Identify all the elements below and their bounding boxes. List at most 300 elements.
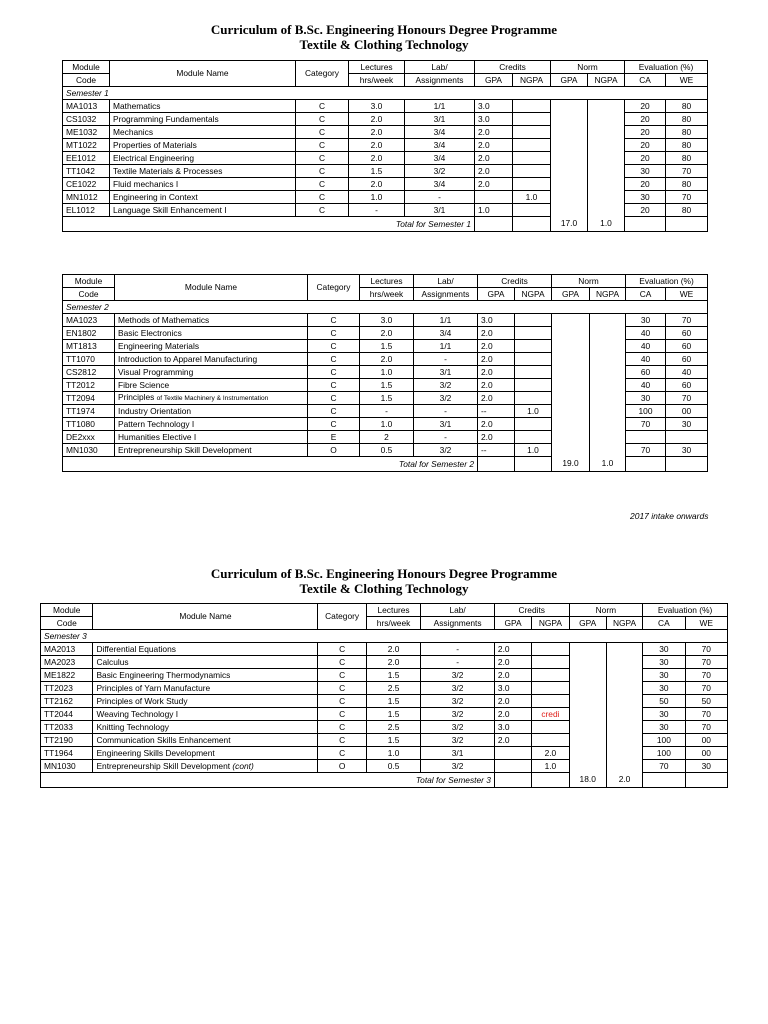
page-title-2 — [0, 566, 768, 596]
header-norm-gpa: GPA — [569, 617, 606, 630]
header-evaluation: Evaluation (%) — [643, 604, 728, 617]
evaluation-ca: 30 — [625, 191, 666, 204]
evaluation-ca: 20 — [625, 139, 666, 152]
category: C — [296, 139, 349, 152]
module-code: EN1802 — [63, 327, 115, 340]
credits-gpa — [475, 191, 513, 204]
credits-ngpa — [532, 656, 569, 669]
evaluation-we: 60 — [666, 340, 708, 353]
lab-assignments: - — [414, 431, 478, 444]
module-name-text: Electrical Engineering — [113, 152, 195, 163]
total-we — [666, 457, 708, 472]
lab-assignments: - — [414, 353, 478, 366]
credits-ngpa — [515, 379, 552, 392]
lectures: 0.5 — [366, 760, 420, 773]
category: C — [308, 353, 360, 366]
credits-gpa: 2.0 — [494, 656, 531, 669]
evaluation-we: 70 — [666, 392, 708, 405]
module-code: TT2023 — [41, 682, 93, 695]
module-name-text: Communication Skills Enhancement — [96, 734, 231, 745]
evaluation-ca: 100 — [626, 405, 666, 418]
total-norm-ngpa: 1.0 — [590, 457, 626, 472]
header-category: Category — [318, 604, 366, 630]
header-lectures: Lectures — [366, 604, 420, 617]
total-norm-ngpa: 1.0 — [588, 217, 625, 232]
header-category: Category — [296, 61, 349, 87]
evaluation-ca: 20 — [625, 178, 666, 191]
module-name-text: Mechanics — [113, 126, 154, 137]
module-name — [110, 139, 296, 152]
credits-gpa: -- — [478, 444, 515, 457]
module-name-text: Visual Programming — [118, 366, 194, 377]
header-code: Code — [41, 617, 93, 630]
module-name-suffix: (cont) — [232, 760, 254, 771]
module-name — [93, 643, 318, 656]
header-hrs-week: hrs/week — [366, 617, 420, 630]
credits-ngpa — [515, 392, 552, 405]
evaluation-we: 70 — [666, 165, 708, 178]
norm-ngpa-span — [588, 100, 625, 217]
header-ca: CA — [626, 288, 666, 301]
credits-gpa: 2.0 — [478, 340, 515, 353]
header-lab: Lab/ — [421, 604, 495, 617]
lectures: 1.0 — [360, 366, 414, 379]
header-category: Category — [308, 275, 360, 301]
credits-ngpa — [532, 734, 569, 747]
credits-ngpa: credi — [532, 708, 569, 721]
lectures: 1.5 — [366, 695, 420, 708]
module-name-suffix: of Textile Machinery & Instrumentation — [156, 395, 269, 402]
credits-gpa — [494, 747, 531, 760]
total-ca — [643, 773, 685, 788]
header-row — [63, 275, 708, 288]
evaluation-ca: 20 — [625, 113, 666, 126]
module-name-text: Entrepreneurship Skill Development — [118, 444, 252, 455]
norm-gpa-span — [551, 100, 588, 217]
evaluation-ca: 30 — [643, 656, 685, 669]
title-line-1: Curriculum of B.Sc. Engineering Honours Degree Programme — [210, 566, 558, 581]
lab-assignments: 3/1 — [421, 747, 495, 760]
total-ca — [626, 457, 666, 472]
credits-gpa: 3.0 — [475, 100, 513, 113]
total-credits-gpa — [478, 457, 515, 472]
module-code: MA1013 — [63, 100, 110, 113]
header-row — [63, 61, 708, 74]
lectures: 2 — [360, 431, 414, 444]
lab-assignments: 1/1 — [405, 100, 475, 113]
total-label: Total for Semester 2 — [63, 457, 478, 472]
lectures: 2.0 — [366, 643, 420, 656]
header-module: Module — [63, 275, 115, 288]
category: C — [308, 366, 360, 379]
evaluation-ca: 40 — [626, 353, 666, 366]
lab-assignments: 3/4 — [405, 152, 475, 165]
total-row — [63, 457, 708, 472]
credits-gpa: 2.0 — [475, 139, 513, 152]
header-code: Code — [63, 288, 115, 301]
module-name — [110, 165, 296, 178]
evaluation-ca: 30 — [643, 721, 685, 734]
evaluation-ca: 30 — [643, 682, 685, 695]
lectures: 2.0 — [360, 327, 414, 340]
category: C — [308, 418, 360, 431]
credits-ngpa — [513, 113, 551, 126]
total-norm-ngpa: 2.0 — [606, 773, 642, 788]
credits-ngpa: 2.0 — [532, 747, 569, 760]
module-name — [115, 366, 308, 379]
credits-ngpa — [532, 695, 569, 708]
evaluation-ca: 20 — [625, 100, 666, 113]
module-name-text: Fibre Science — [118, 379, 170, 390]
header-code: Code — [63, 74, 110, 87]
module-code: MA1023 — [63, 314, 115, 327]
header-norm: Norm — [551, 61, 625, 74]
module-code: TT2044 — [41, 708, 93, 721]
module-name — [110, 113, 296, 126]
evaluation-ca: 70 — [626, 444, 666, 457]
credits-ngpa — [513, 178, 551, 191]
lectures: 0.5 — [360, 444, 414, 457]
evaluation-ca — [626, 431, 666, 444]
credits-gpa: 3.0 — [478, 314, 515, 327]
evaluation-we: 60 — [666, 379, 708, 392]
lab-assignments: 3/1 — [405, 113, 475, 126]
total-label: Total for Semester 3 — [41, 773, 495, 788]
evaluation-ca: 20 — [625, 126, 666, 139]
lab-assignments: 3/4 — [405, 178, 475, 191]
module-name-text: Language Skill Enhancement I — [113, 204, 227, 215]
module-code: TT2190 — [41, 734, 93, 747]
module-name — [93, 695, 318, 708]
semester-label: Semester 3 — [41, 630, 728, 643]
evaluation-we: 80 — [666, 113, 708, 126]
module-name-text: Engineering Materials — [118, 340, 200, 351]
module-name-text: Principles of Yarn Manufacture — [96, 682, 211, 693]
header-hrs-week: hrs/week — [360, 288, 414, 301]
credits-ngpa — [532, 643, 569, 656]
evaluation-we: 70 — [685, 656, 727, 669]
evaluation-we: 00 — [666, 405, 708, 418]
header-norm-ngpa: NGPA — [606, 617, 642, 630]
category: C — [318, 669, 366, 682]
evaluation-we: 30 — [685, 760, 727, 773]
header-norm: Norm — [569, 604, 643, 617]
category: C — [308, 340, 360, 353]
module-name — [115, 418, 308, 431]
credits-gpa: 3.0 — [494, 721, 531, 734]
lectures: 2.5 — [366, 682, 420, 695]
credits-ngpa — [513, 139, 551, 152]
header-credits: Credits — [478, 275, 552, 288]
semester-1-table — [62, 60, 708, 232]
lectures: 1.5 — [349, 165, 405, 178]
credits-ngpa — [515, 340, 552, 353]
credits-gpa — [494, 760, 531, 773]
lectures: 1.5 — [360, 392, 414, 405]
semester-label-row — [41, 630, 728, 643]
evaluation-we: 80 — [666, 178, 708, 191]
lectures: 2.0 — [360, 353, 414, 366]
evaluation-we: 00 — [685, 734, 727, 747]
module-name — [115, 392, 308, 405]
module-name — [115, 314, 308, 327]
module-code: EE1012 — [63, 152, 110, 165]
table-row — [63, 100, 708, 113]
total-we — [685, 773, 727, 788]
header-credits: Credits — [494, 604, 569, 617]
credits-gpa: 2.0 — [478, 418, 515, 431]
lab-assignments: 3/1 — [414, 366, 478, 379]
credits-gpa: 2.0 — [494, 669, 531, 682]
credits-gpa: 2.0 — [478, 327, 515, 340]
module-name — [115, 444, 308, 457]
evaluation-ca: 70 — [643, 760, 685, 773]
lab-assignments: 3/2 — [421, 669, 495, 682]
evaluation-ca: 30 — [625, 165, 666, 178]
module-code: MN1012 — [63, 191, 110, 204]
category: C — [296, 165, 349, 178]
module-name — [93, 656, 318, 669]
evaluation-we: 30 — [666, 444, 708, 457]
norm-gpa-span — [569, 643, 606, 773]
module-code: TT1964 — [41, 747, 93, 760]
header-ngpa: NGPA — [513, 74, 551, 87]
module-code: DE2xxx — [63, 431, 115, 444]
module-code: TT2033 — [41, 721, 93, 734]
module-name-text: Entrepreneurship Skill Development — [96, 760, 231, 771]
lectures: 1.0 — [349, 191, 405, 204]
header-norm: Norm — [552, 275, 626, 288]
lectures: 2.0 — [366, 656, 420, 669]
credits-ngpa — [513, 126, 551, 139]
evaluation-we: 80 — [666, 139, 708, 152]
header-norm-gpa: GPA — [551, 74, 588, 87]
lab-assignments: 1/1 — [414, 314, 478, 327]
total-credits-ngpa — [515, 457, 552, 472]
module-name — [110, 178, 296, 191]
lectures: 3.0 — [349, 100, 405, 113]
evaluation-ca: 30 — [643, 708, 685, 721]
category: C — [318, 734, 366, 747]
evaluation-ca: 60 — [626, 366, 666, 379]
module-code: ME1032 — [63, 126, 110, 139]
module-name — [115, 327, 308, 340]
lab-assignments: 3/2 — [421, 708, 495, 721]
header-evaluation: Evaluation (%) — [625, 61, 708, 74]
evaluation-we: 70 — [685, 708, 727, 721]
credits-ngpa — [515, 353, 552, 366]
evaluation-ca: 20 — [625, 204, 666, 217]
module-code: MN1030 — [63, 444, 115, 457]
category: C — [296, 126, 349, 139]
module-code: TT2162 — [41, 695, 93, 708]
module-name-text: Programming Fundamentals — [113, 113, 219, 124]
header-ca: CA — [643, 617, 685, 630]
category: C — [318, 708, 366, 721]
header-assignments: Assignments — [405, 74, 475, 87]
title-line-2: Textile & Clothing Technology — [299, 37, 469, 52]
credits-ngpa — [532, 682, 569, 695]
intake-note: 2017 intake onwards — [630, 511, 709, 521]
total-norm-gpa: 19.0 — [552, 457, 590, 472]
evaluation-ca: 40 — [626, 340, 666, 353]
evaluation-we: 70 — [685, 682, 727, 695]
evaluation-ca: 40 — [626, 379, 666, 392]
page-title-1 — [0, 22, 768, 52]
evaluation-we: 80 — [666, 126, 708, 139]
total-row — [63, 217, 708, 232]
evaluation-ca: 70 — [626, 418, 666, 431]
lab-assignments: 3/4 — [405, 126, 475, 139]
total-norm-gpa: 17.0 — [551, 217, 588, 232]
lectures: 2.5 — [366, 721, 420, 734]
semester-label-row — [63, 87, 708, 100]
semester-label-row — [63, 301, 708, 314]
module-name-text: Pattern Technology I — [118, 418, 195, 429]
total-row — [41, 773, 728, 788]
category: O — [308, 444, 360, 457]
credits-ngpa — [532, 669, 569, 682]
header-lab: Lab/ — [414, 275, 478, 288]
category: C — [318, 656, 366, 669]
lab-assignments: - — [421, 643, 495, 656]
evaluation-ca: 20 — [625, 152, 666, 165]
category: E — [308, 431, 360, 444]
header-assignments: Assignments — [414, 288, 478, 301]
credits-ngpa: 1.0 — [513, 191, 551, 204]
category: C — [318, 721, 366, 734]
module-code: TT2094 — [63, 392, 115, 405]
credits-ngpa — [513, 100, 551, 113]
lab-assignments: 3/2 — [421, 760, 495, 773]
module-code: CS2812 — [63, 366, 115, 379]
total-label: Total for Semester 1 — [63, 217, 475, 232]
module-code: TT1070 — [63, 353, 115, 366]
credits-gpa: -- — [478, 405, 515, 418]
module-name-text: Textile Materials & Processes — [113, 165, 223, 176]
category: C — [296, 204, 349, 217]
credits-ngpa — [515, 314, 552, 327]
lectures: 1.5 — [366, 708, 420, 721]
evaluation-ca: 30 — [643, 643, 685, 656]
evaluation-ca: 30 — [643, 669, 685, 682]
lectures: 3.0 — [360, 314, 414, 327]
table-row — [63, 314, 708, 327]
evaluation-we: 70 — [685, 721, 727, 734]
credits-ngpa — [515, 418, 552, 431]
credits-gpa: 2.0 — [478, 392, 515, 405]
semester-2-table — [62, 274, 708, 472]
evaluation-we: 70 — [685, 643, 727, 656]
module-code: CS1032 — [63, 113, 110, 126]
evaluation-ca: 40 — [626, 327, 666, 340]
module-name-text: Calculus — [96, 656, 129, 667]
evaluation-ca: 30 — [626, 314, 666, 327]
evaluation-ca: 100 — [643, 734, 685, 747]
header-module-name: Module Name — [110, 61, 296, 87]
header-ngpa: NGPA — [515, 288, 552, 301]
lectures: - — [349, 204, 405, 217]
module-name-text: Engineering in Context — [113, 191, 198, 202]
header-ngpa: NGPA — [532, 617, 569, 630]
total-credits-gpa — [494, 773, 531, 788]
credits-ngpa — [515, 366, 552, 379]
category: C — [318, 747, 366, 760]
module-name-text: Basic Engineering Thermodynamics — [96, 669, 231, 680]
evaluation-we: 70 — [685, 669, 727, 682]
module-code: ME1822 — [41, 669, 93, 682]
credits-ngpa — [515, 327, 552, 340]
module-name — [110, 152, 296, 165]
total-we — [666, 217, 708, 232]
evaluation-we: 70 — [666, 191, 708, 204]
category: C — [296, 152, 349, 165]
module-name-text: Industry Orientation — [118, 405, 192, 416]
lab-assignments: 3/2 — [421, 695, 495, 708]
category: C — [308, 392, 360, 405]
credits-gpa: 2.0 — [478, 353, 515, 366]
total-credits-gpa — [475, 217, 513, 232]
module-name — [93, 760, 318, 773]
category: C — [296, 178, 349, 191]
lectures: 1.5 — [360, 379, 414, 392]
lab-assignments: 3/2 — [414, 379, 478, 392]
category: C — [308, 314, 360, 327]
header-evaluation: Evaluation (%) — [626, 275, 708, 288]
module-code: TT2012 — [63, 379, 115, 392]
category: C — [296, 100, 349, 113]
lab-assignments: - — [421, 656, 495, 669]
lab-assignments: 3/2 — [421, 721, 495, 734]
semester-label: Semester 1 — [63, 87, 708, 100]
header-we: WE — [685, 617, 727, 630]
credits-gpa: 2.0 — [475, 152, 513, 165]
title-line-1: Curriculum of B.Sc. Engineering Honours Degree Programme — [210, 22, 558, 37]
lectures: 2.0 — [349, 126, 405, 139]
category: C — [318, 643, 366, 656]
evaluation-we: 60 — [666, 327, 708, 340]
category: C — [308, 327, 360, 340]
lectures: 2.0 — [349, 178, 405, 191]
module-code: MT1813 — [63, 340, 115, 353]
credits-gpa: 2.0 — [478, 366, 515, 379]
credits-ngpa — [515, 431, 552, 444]
lectures: - — [360, 405, 414, 418]
header-lab: Lab/ — [405, 61, 475, 74]
evaluation-we: 80 — [666, 152, 708, 165]
module-code: TT1080 — [63, 418, 115, 431]
norm-ngpa-span — [606, 643, 642, 773]
module-name — [115, 379, 308, 392]
module-name — [110, 204, 296, 217]
credits-gpa: 2.0 — [494, 708, 531, 721]
lab-assignments: - — [414, 405, 478, 418]
lab-assignments: 3/2 — [421, 734, 495, 747]
category: C — [308, 405, 360, 418]
lab-assignments: 3/4 — [414, 327, 478, 340]
module-name-text: Principles of Work Study — [96, 695, 188, 706]
module-code: MA2013 — [41, 643, 93, 656]
total-ca — [625, 217, 666, 232]
header-gpa: GPA — [475, 74, 513, 87]
module-name — [93, 747, 318, 760]
module-name — [115, 431, 308, 444]
total-credits-ngpa — [532, 773, 569, 788]
header-assignments: Assignments — [421, 617, 495, 630]
lectures: 2.0 — [349, 113, 405, 126]
module-code: MN1030 — [41, 760, 93, 773]
credits-gpa: 3.0 — [475, 113, 513, 126]
